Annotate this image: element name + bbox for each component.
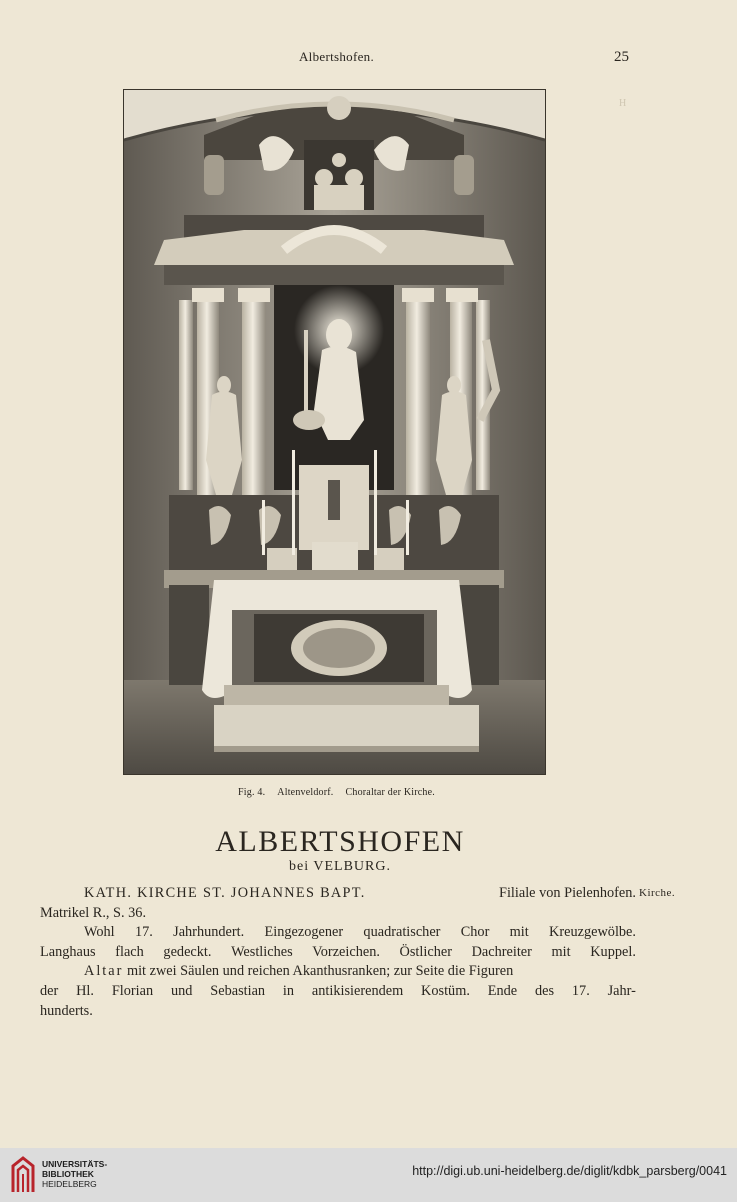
altar-description: mit zwei Säulen und reichen Akanthusranken; zur Seite die Figuren [126, 963, 514, 980]
body-text [40, 884, 636, 1021]
altar-photograph [123, 89, 546, 775]
text-line-6: der Hl. Florian und Sebastian in antikisierendem Kostüm. Ende des 17. Jahr- [40, 982, 636, 999]
running-title: Albertshofen. [298, 49, 375, 64]
section-title: ALBERTSHOFEN [215, 825, 465, 858]
margin-mark: H [619, 98, 627, 109]
margin-note-kirche: Kirche. [639, 887, 676, 899]
section-subtitle: bei VELBURG. [289, 859, 391, 874]
figure-caption [0, 787, 673, 798]
digitization-footer [0, 1148, 737, 1202]
altar-illustration [124, 90, 545, 774]
library-name-line-2: BIBLIOTHEK [42, 1169, 94, 1179]
figure-caption-label: Fig. 4. [238, 787, 266, 798]
church-heading: KATH. KIRCHE ST. JOHANNES BAPT. [84, 885, 366, 901]
text-line-7: hunderts. [40, 1002, 93, 1019]
altar-term: Altar [84, 963, 124, 980]
text-line-5 [40, 962, 636, 982]
library-name-line-1: UNIVERSITÄTS- [42, 1159, 108, 1169]
text-line-3: Wohl 17. Jahrhundert. Eingezogener quadratischer Chor mit Kreuzgewölbe. [84, 924, 636, 941]
library-logo-icon [9, 1156, 37, 1194]
library-name-line-3: HEIDELBERG [42, 1179, 97, 1189]
text-line-4: Langhaus flach gedeckt. Westliches Vorzeichen. Östlicher Dachreiter mit Kuppel. [40, 943, 636, 960]
page-number: 25 [614, 49, 629, 65]
text-line-2: Matrikel R., S. 36. [40, 904, 147, 921]
figure-caption-description: Choraltar der Kirche. [345, 787, 435, 798]
text-line-1 [40, 884, 636, 904]
church-filiale: Filiale von Pielenhofen. [499, 885, 636, 901]
page-url-link[interactable]: http://digi.ub.uni-heidelberg.de/diglit/kdbk_parsberg/0041 [412, 1164, 727, 1178]
figure-caption-place: Altenveldorf. [277, 787, 334, 798]
library-name [42, 1159, 107, 1189]
